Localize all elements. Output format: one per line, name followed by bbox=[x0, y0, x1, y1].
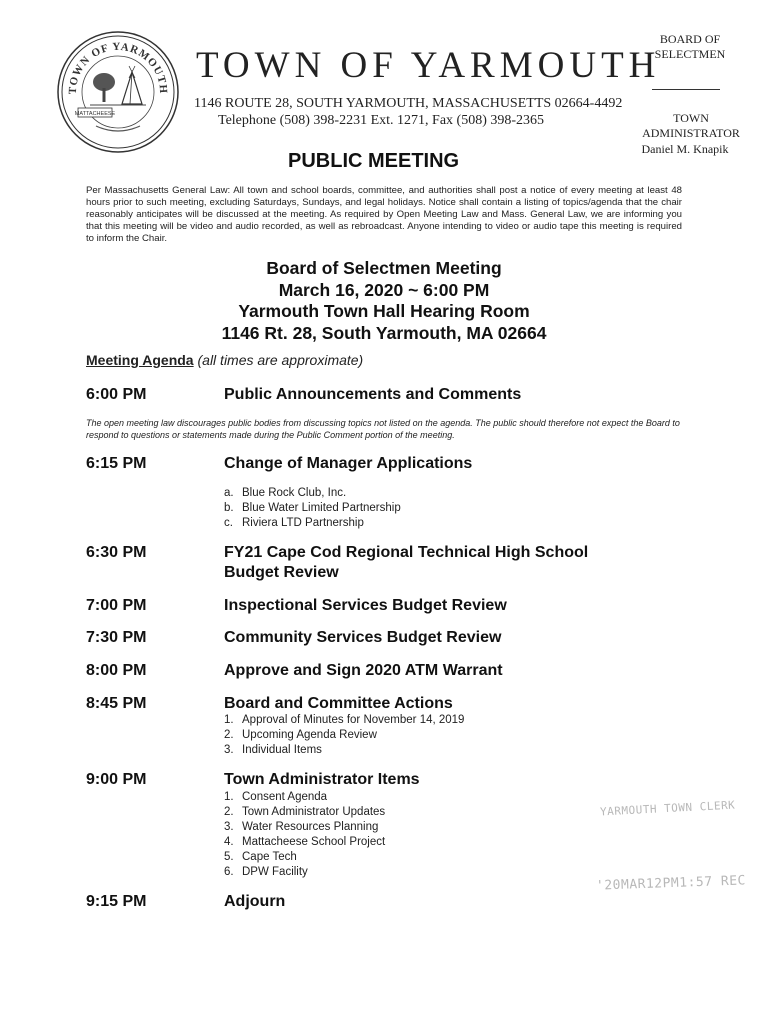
list-item: 2. Town Administrator Updates bbox=[224, 806, 386, 818]
list-item: 1. Consent Agenda bbox=[224, 791, 328, 803]
agenda-item-title: Public Announcements and Comments bbox=[224, 386, 522, 403]
list-item: c. Riviera LTD Partnership bbox=[224, 517, 364, 529]
list-item: 1. Approval of Minutes for November 14, 2019 bbox=[224, 714, 465, 726]
agenda-item-title: Town Administrator Items bbox=[224, 771, 420, 788]
town-clerk-stamp: YARMOUTH TOWN CLERK bbox=[599, 798, 736, 819]
list-item: 5. Cape Tech bbox=[224, 851, 297, 863]
agenda-item-title: Board and Committee Actions bbox=[224, 695, 453, 712]
agenda-time: 7:00 PM bbox=[86, 597, 147, 614]
meeting-date: March 16, 2020 ~ 6:00 PM bbox=[278, 279, 490, 300]
meeting-law-notice: Per Massachusetts General Law: All town and school boards, committee, and authorities shall post a notice of every meeting at least 48 hours prior to such meeting, excluding Saturdays, Sundays, and legal holidays. Notice shall contain a listing of topics/agenda that the chair reasonably anticipates will be discussed at the meeting. As required by Open Meeting Law and Mass. General Law, we are informing you that this meeting will be video and audio recorded, as well as rebroadcast. Anyone intending to video or audio tape this meeting is required to inform the Chair. bbox=[86, 185, 682, 244]
agenda-item-title: Inspectional Services Budget Review bbox=[224, 597, 507, 614]
list-item: 3. Individual Items bbox=[224, 744, 322, 756]
agenda-time: 6:00 PM bbox=[86, 386, 147, 403]
agenda-item-title: Change of Manager Applications bbox=[224, 455, 473, 472]
list-item: 2. Upcoming Agenda Review bbox=[224, 729, 377, 741]
agenda-sublist bbox=[224, 790, 385, 880]
town-address: 1146 ROUTE 28, SOUTH YARMOUTH, MASSACHUSETTS 02664-4492 bbox=[194, 96, 623, 111]
header-divider bbox=[652, 89, 720, 90]
agenda-time: 6:30 PM bbox=[86, 544, 147, 561]
board-of-selectmen-label: BOARD OF SELECTMEN bbox=[654, 32, 726, 61]
meeting-address: 1146 Rt. 28, South Yarmouth, MA 02664 bbox=[221, 322, 547, 343]
list-item: a. Blue Rock Club, Inc. bbox=[224, 487, 347, 499]
agenda-time: 9:00 PM bbox=[86, 771, 147, 788]
town-seal-logo bbox=[56, 30, 180, 154]
agenda-sublist bbox=[224, 713, 464, 758]
meeting-header bbox=[86, 258, 682, 344]
agenda-sublist bbox=[224, 486, 401, 531]
page-title: PUBLIC MEETING bbox=[288, 150, 460, 172]
list-item: 6. DPW Facility bbox=[224, 866, 308, 878]
public-comment-note: The open meeting law discourages public bodies from discussing topics not listed on the agenda. The public should therefore not expect the Board to respond to questions or statements made during the Public Comment portion of the meeting. bbox=[86, 418, 680, 440]
agenda-time: 8:00 PM bbox=[86, 662, 147, 679]
agenda-item-title: Community Services Budget Review bbox=[224, 629, 502, 646]
agenda-time: 7:30 PM bbox=[86, 629, 147, 646]
meeting-location: Yarmouth Town Hall Hearing Room bbox=[238, 301, 530, 321]
received-stamp: '20MAR12PM1:57 REC bbox=[595, 873, 747, 894]
town-title: TOWN OF YARMOUTH bbox=[196, 45, 661, 86]
seal-top-text: TOWN OF YARMOUTH bbox=[66, 40, 170, 95]
agenda-item-title: Adjourn bbox=[224, 893, 286, 910]
seal-banner-text: MATTACHEESE bbox=[74, 111, 116, 117]
agenda-item-title: Approve and Sign 2020 ATM Warrant bbox=[224, 662, 503, 679]
agenda-time: 8:45 PM bbox=[86, 695, 147, 712]
agenda-item-title: FY21 Cape Cod Regional Technical High School Budget Review bbox=[224, 544, 589, 581]
town-administrator-label: TOWN ADMINISTRATOR bbox=[642, 111, 740, 140]
list-item: b. Blue Water Limited Partnership bbox=[224, 502, 401, 514]
meeting-name: Board of Selectmen Meeting bbox=[266, 258, 502, 278]
town-phone: Telephone (508) 398-2231 Ext. 1271, Fax (508) 398-2365 bbox=[218, 113, 545, 128]
agenda-time: 6:15 PM bbox=[86, 455, 147, 472]
list-item: 4. Mattacheese School Project bbox=[224, 836, 386, 848]
agenda-time: 9:15 PM bbox=[86, 893, 147, 910]
administrator-name: Daniel M. Knapik bbox=[641, 142, 729, 156]
agenda-label: Meeting Agenda (all times are approximate) bbox=[86, 352, 364, 368]
list-item: 3. Water Resources Planning bbox=[224, 821, 379, 833]
